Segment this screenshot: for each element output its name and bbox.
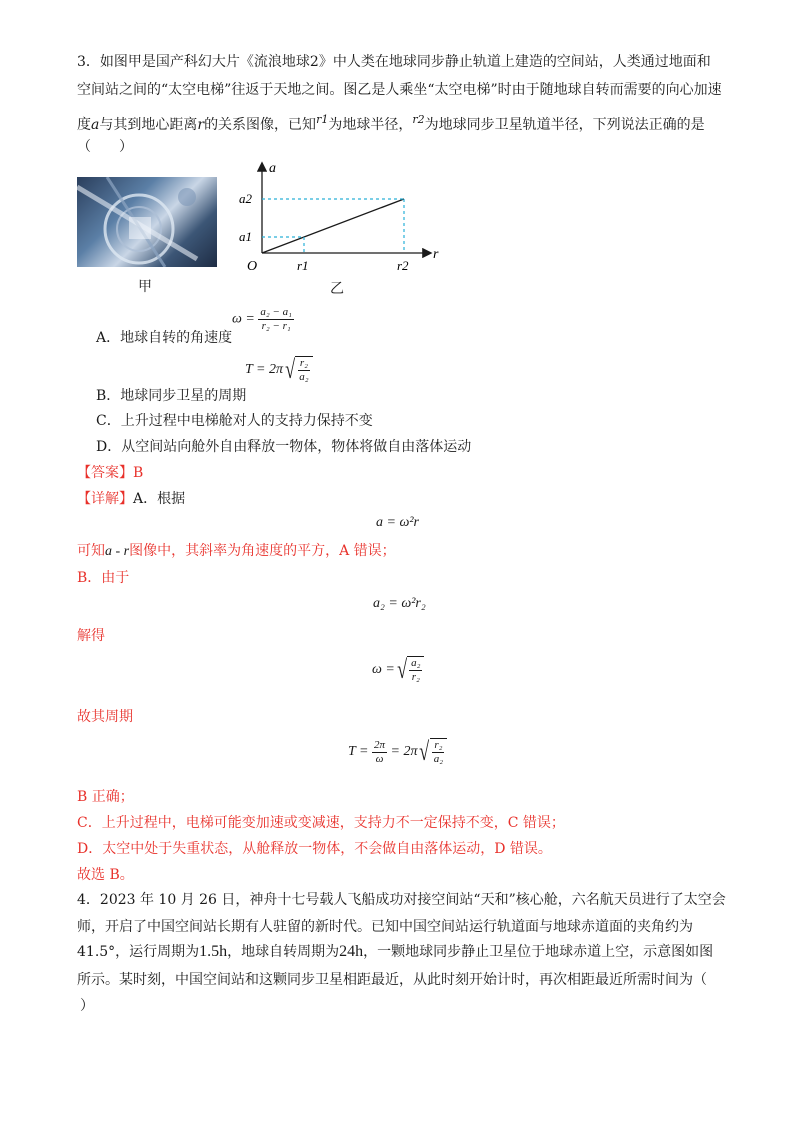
answer-jiede: 解得 — [77, 628, 105, 644]
q4-line-5: ） — [80, 998, 94, 1014]
q4-line-2: 师，开启了中国空间站长期有人驻留的新时代。已知中国空间站运行轨道面与地球赤道面的夹角约为 — [77, 919, 693, 935]
detail-line — [77, 489, 185, 509]
symbol-a-r: a - r — [105, 544, 130, 559]
q4-line-3 — [77, 942, 713, 962]
q3-answer-paren: （ ） — [77, 139, 133, 155]
q3-line-3-part: 与其到地心距离 — [99, 117, 198, 133]
value-1-5h: 1.5h — [199, 943, 228, 960]
space-station-photo — [77, 177, 217, 267]
option-b: B．地球同步卫星的周期 — [96, 388, 247, 404]
q3-line-3 — [77, 110, 705, 135]
answer-d: D．太空中处于失重状态，从舱释放一物体，不会做自由落体运动，D 错误。 — [77, 841, 552, 857]
q4-line-3-part: ，地球自转周期为 — [227, 944, 340, 960]
value-24h: 24h — [339, 943, 364, 960]
answer-b-correct: B 正确； — [77, 789, 134, 805]
axis-r-label: r — [433, 247, 439, 262]
q4-line-1: 4．2023 年 10 月 26 日，神舟十七号载人飞船成功对接空间站“天和”核心舱，六名航天员进行了太空会 — [77, 892, 726, 908]
q4-line-3-part: 41.5°，运行周期为 — [77, 944, 200, 960]
caption-jia: 甲 — [138, 279, 152, 295]
answer-final: 故选 B。 — [77, 867, 134, 883]
option-c: C．上升过程中电梯舱对人的支持力保持不变 — [96, 413, 373, 429]
q3-line-2: 空间站之间的“太空电梯”往返于天地之间。图乙是人乘坐“太空电梯”时由于随地球自转而需要的向心加速 — [77, 82, 722, 98]
r1-label: r1 — [297, 258, 309, 273]
answer-a-post: 图像中，其斜率为角速度的平方，A 错误； — [129, 543, 396, 559]
formula-period-option-b: T = 2π √ $\frac{\text{r₂}}{\text{a₂}}$ — [245, 356, 313, 384]
q3-line-3-part: 度 — [77, 117, 91, 133]
formula-period: T = $\frac{2\pi}{\omega}$ = 2π √ $\frac{\text{r₂}}{\text{a₂}}$ — [348, 738, 447, 766]
r2-label: r2 — [397, 258, 409, 273]
formula-omega-slope: ω = $\frac{\text{a₂ − a₁}}{\text{r₂ − r₁}}$ — [232, 306, 292, 332]
detail-a: A．根据 — [133, 491, 186, 507]
q3-line-3-part: 为地球同步卫星轨道半径，下列说法正确的是 — [424, 117, 705, 133]
q3-line-3-part: 为地球半径， — [328, 117, 413, 133]
a2-label: a2 — [239, 191, 252, 206]
option-d: D．从空间站向舱外自由释放一物体，物体将做自由落体运动 — [96, 439, 472, 455]
detail-label: 【详解】 — [77, 491, 133, 507]
caption-yi: 乙 — [330, 281, 344, 297]
answer-a-conclusion — [77, 541, 396, 562]
a1-label: a1 — [239, 229, 252, 244]
option-a: A．地球自转的角速度 — [96, 330, 233, 346]
formula-omega-sqrt: ω = √ $\frac{\text{a₂}}{\text{r₂}}$ — [372, 656, 424, 684]
axis-a-label: a — [269, 161, 276, 176]
a-r-graph — [225, 158, 450, 288]
symbol-r: r — [197, 117, 205, 133]
q3-line-1: 3．如图甲是国产科幻大片《流浪地球2》中人类在地球同步静止轨道上建造的空间站，人类通过地面和 — [77, 54, 711, 70]
space-station-illustration — [77, 177, 217, 267]
q4-line-3-part: ，一颗地球同步静止卫星位于地球赤道上空，示意图如图 — [363, 944, 714, 960]
a-r-line — [262, 199, 404, 253]
symbol-a: a — [91, 117, 100, 133]
answer-c: C．上升过程中，电梯可能变加速或变减速，支持力不一定保持不变，C 错误； — [77, 815, 565, 831]
q3-line-3-part: 的关系图像，已知 — [204, 117, 317, 133]
answer-label: 【答案】B — [77, 465, 144, 481]
symbol-r1: r1 — [316, 113, 329, 126]
symbol-r2: r2 — [412, 113, 425, 126]
answer-b-due: B．由于 — [77, 570, 130, 586]
answer-a-pre: 可知 — [77, 543, 105, 559]
origin-label: O — [247, 259, 258, 274]
formula-a-omega2-r: a = ω²r — [376, 515, 419, 530]
q4-line-4: 所示。某时刻，中国空间站和这颗同步卫星相距最近，从此时刻开始计时，再次相距最近所需时间为（ — [77, 972, 707, 988]
formula-a2-omega2-r2: a₂ = ω²r₂ — [373, 596, 426, 611]
answer-period-label: 故其周期 — [77, 709, 133, 725]
